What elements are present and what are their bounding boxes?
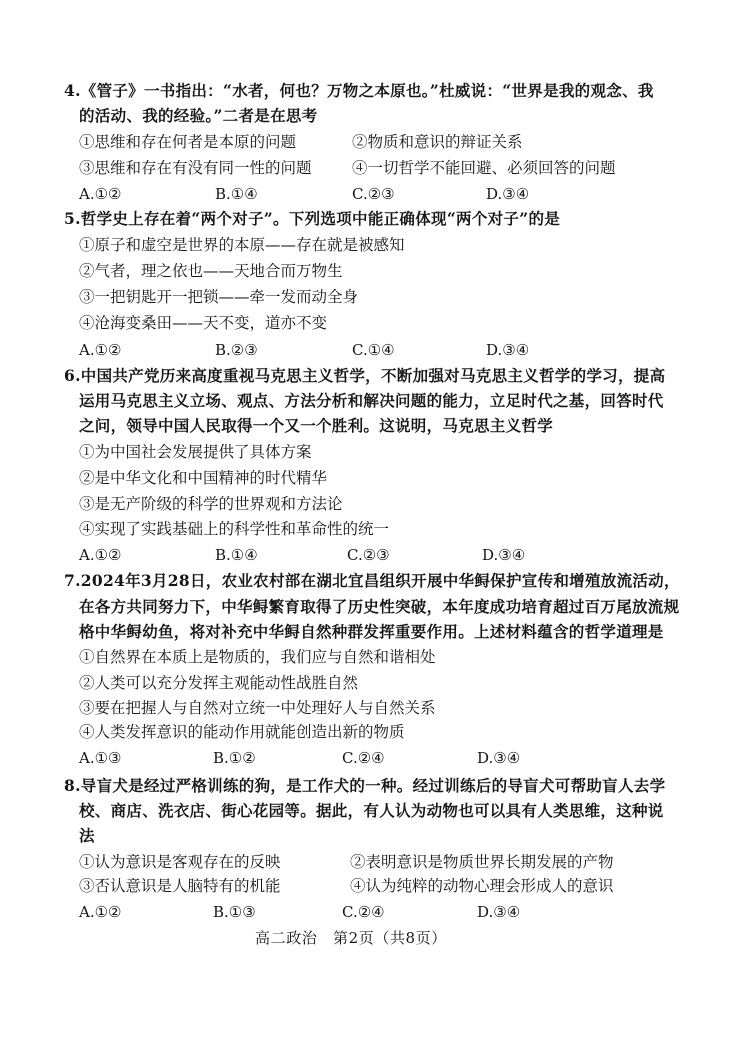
question-8-stem-line-3: 法 [79,826,95,845]
question-8-stem-line-1: 8.导盲犬是经过严格训练的狗，是工作犬的一种。经过训练后的导盲犬可帮助盲人去学 [64,776,666,795]
question-6-option-4: ④实现了实践基础上的科学性和革命性的统一 [79,520,390,538]
question-7-choice-a: A.①③ [79,749,122,767]
question-8-choice-c: C.②④ [342,903,385,921]
question-5-stem-line-1: 5.哲学史上存在着“两个对子”。下列选项中能正确体现“两个对子”的是 [64,209,561,228]
question-4-choice-a: A.①② [79,185,122,203]
question-6-choice-a: A.①② [79,546,122,564]
question-8-stem-line-2: 校、商店、洗衣店、街心花园等。据此，有人认为动物也可以具有人类思维，这种说 [79,801,664,820]
question-4-choice-c: C.②③ [352,185,395,203]
question-5-option-3: ③一把钥匙开一把锁——牵一发而动全身 [79,288,359,306]
question-5-option-4: ④沧海变桑田——天不变，道亦不变 [79,314,328,332]
question-6-stem-line-3: 之问，领导中国人民取得一个又一个胜利。这说明，马克思主义哲学 [79,416,554,435]
question-8-option-2: ②表明意识是物质世界长期发展的产物 [350,853,614,871]
question-4-choice-d: D.③④ [486,185,530,203]
question-5-option-2: ②气者，理之依也——天地合而万物生 [79,262,343,280]
question-6-stem-line-1: 6.中国共产党历来高度重视马克思主义哲学，不断加强对马克思主义哲学的学习，提高 [64,366,666,385]
question-4-option-4: ④一切哲学不能回避、必须回答的问题 [352,159,616,177]
question-5-choice-c: C.①④ [352,341,395,359]
question-7-choice-b: B.①② [213,749,256,767]
question-4-option-3: ③思维和存在有没有同一性的问题 [79,159,312,177]
page-footer: 高二政治 第2页（共8页） [255,929,447,947]
question-8-choice-d: D.③④ [477,903,521,921]
question-6-choice-d: D.③④ [482,546,526,564]
question-8-option-4: ④认为纯粹的动物心理会形成人的意识 [350,877,614,895]
question-5-option-1: ①原子和虚空是世界的本原——存在就是被感知 [79,236,405,254]
question-6-option-3: ③是无产阶级的科学的世界观和方法论 [79,495,343,513]
question-4-stem-line-2: 的活动、我的经验。”二者是在思考 [79,106,318,125]
question-4-choice-b: B.①④ [215,185,258,203]
question-6-choice-c: C.②③ [347,546,390,564]
question-7-stem-line-2: 在各方共同努力下，中华鲟繁育取得了历史性突破，本年度成功培育超过百万尾放流规 [79,597,680,616]
question-6-choice-b: B.①④ [215,546,258,564]
question-8-choice-b: B.①③ [213,903,256,921]
question-6-stem-line-2: 运用马克思主义立场、观点、方法分析和解决问题的能力，立足时代之基，回答时代 [79,391,664,410]
question-7-option-2: ②人类可以充分发挥主观能动性战胜自然 [79,674,359,692]
question-7-choice-d: D.③④ [477,749,521,767]
question-8-choice-a: A.①② [79,903,122,921]
question-8-option-1: ①认为意识是客观存在的反映 [79,853,281,871]
question-5-choice-d: D.③④ [486,341,530,359]
question-7-option-3: ③要在把握人与自然对立统一中处理好人与自然关系 [79,699,436,717]
question-7-option-4: ④人类发挥意识的能动作用就能创造出新的物质 [79,723,405,741]
question-7-choice-c: C.②④ [342,749,385,767]
question-7-stem-line-3: 格中华鲟幼鱼，将对补充中华鲟自然种群发挥重要作用。上述材料蕴含的哲学道理是 [79,622,664,641]
question-7-stem-line-1: 7.2024年3月28日，农业农村部在湖北宜昌组织开展中华鲟保护宣传和增殖放流活动， [64,571,680,590]
question-5-choice-b: B.②③ [215,341,258,359]
question-7-option-1: ①自然界在本质上是物质的，我们应与自然和谐相处 [79,648,436,666]
question-6-option-2: ②是中华文化和中国精神的时代精华 [79,469,328,487]
question-5-choice-a: A.①② [79,341,122,359]
question-4-option-2: ②物质和意识的辩证关系 [352,133,523,151]
question-8-option-3: ③否认意识是人脑特有的机能 [79,877,281,895]
question-4-option-1: ①思维和存在何者是本原的问题 [79,133,297,151]
question-6-option-1: ①为中国社会发展提供了具体方案 [79,443,312,461]
question-4-stem-line-1: 4.《管子》一书指出：“水者，何也？万物之本原也。”杜威说：“世界是我的观念、我 [64,81,654,100]
